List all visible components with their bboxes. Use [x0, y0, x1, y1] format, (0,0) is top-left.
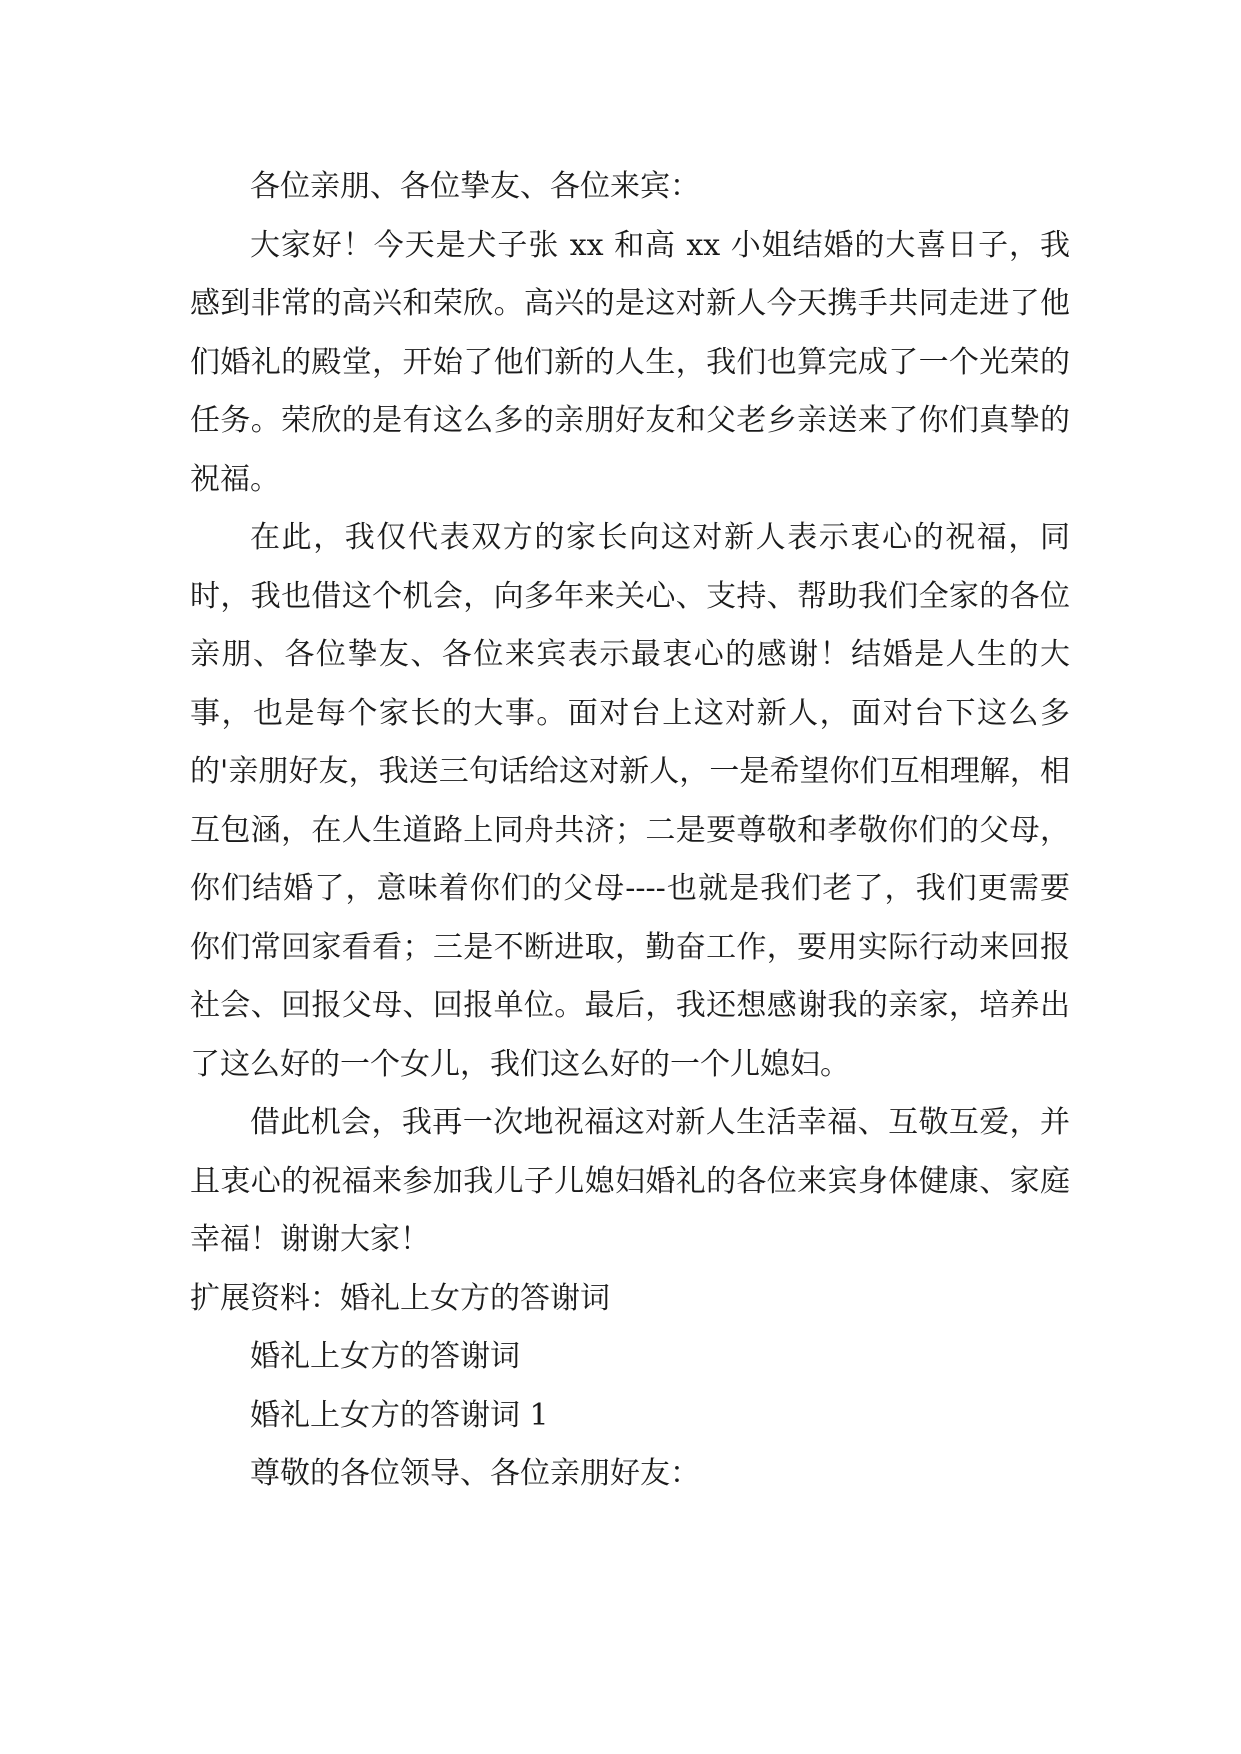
extension-heading: 扩展资料：婚礼上女方的答谢词 — [190, 1280, 610, 1316]
speech-paragraph-1: 大家好！今天是犬子张 xx 和高 xx 小姐结婚的大喜日子，我感到非常的高兴和荣欣。高兴的是这对新人今天携手共同走进了他们婚礼的殿堂，开始了他们新的人生，我们也算完成了一个光荣的任务。荣欣的是有这么多的亲朋好友和父老乡亲送来了你们真挚的祝福。 — [190, 227, 1070, 497]
greeting-line: 各位亲朋、各位挚友、各位来宾： — [250, 169, 700, 204]
section-title-1: 婚礼上女方的答谢词 1 — [250, 1397, 549, 1433]
section-title: 婚礼上女方的答谢词 — [250, 1339, 520, 1374]
speech-paragraph-3: 借此机会，我再一次地祝福这对新人生活幸福、互敬互爱，并且衷心的祝福来参加我儿子儿媳妇婚礼的各位来宾身体健康、家庭幸福！谢谢大家！ — [190, 1105, 1070, 1257]
speech-paragraph-2: 在此，我仅代表双方的家长向这对新人表示衷心的祝福，同时，我也借这个机会，向多年来关心、支持、帮助我们全家的各位亲朋、各位挚友、各位来宾表示最衷心的感谢！结婚是人生的大事，也是每个家长的大事。面对台上这对新人，面对台下这么多的'亲朋好友，我送三句话给这对新人，一是希望你们互相理解，相互包涵，在人生道路上同舟共济；二是要尊敬和孝敬你们的父母，你们结婚了，意味着你们的父母----也就是我们老了，我们更需要你们常回家看看；三是不断进取，勤奋工作，要用实际行动来回报社会、回报父母、回报单位。最后，我还想感谢我的亲家，培养出了这么好的一个女儿，我们这么好的一个儿媳妇。 — [190, 520, 1070, 1082]
salutation-line: 尊敬的各位领导、各位亲朋好友： — [250, 1456, 700, 1491]
document-body — [190, 158, 1070, 1504]
